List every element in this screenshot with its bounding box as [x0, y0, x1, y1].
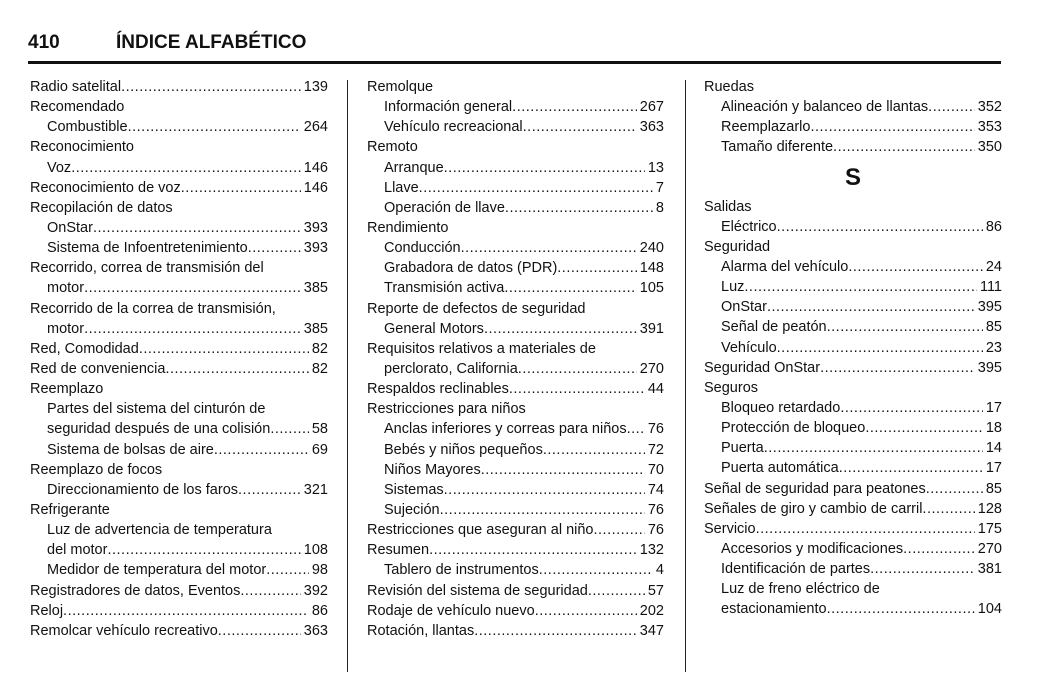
entry-page: 74 [647, 481, 664, 498]
entry-page: 146 [303, 159, 328, 176]
index-subentry [30, 319, 328, 339]
column-divider [347, 80, 348, 672]
entry-page: 381 [977, 561, 1002, 578]
entry-term: Eléctrico [721, 218, 777, 235]
index-subentry [367, 460, 664, 480]
entry-term: Transmisión activa [384, 280, 505, 297]
entry-term: Arranque [384, 159, 444, 176]
index-subentry [704, 418, 1002, 438]
index-subentry [30, 419, 328, 439]
entry-page: 85 [985, 319, 1002, 336]
entry-term: Restricciones para niños [367, 401, 526, 418]
entry-term: Medidor de temperatura del motor [47, 562, 267, 579]
entry-page: 270 [639, 360, 664, 377]
index-entry [367, 77, 664, 97]
index-column-1 [30, 77, 328, 641]
index-subentry [704, 117, 1002, 137]
dot-leader [903, 539, 975, 559]
entry-term: General Motors [384, 320, 484, 337]
entry-page: 111 [979, 279, 1002, 296]
page-title: ÍNDICE ALFABÉTICO [116, 32, 307, 53]
index-subentry [30, 520, 328, 540]
entry-term: Bebés y niños pequeños [384, 441, 543, 458]
entry-term: OnStar [721, 299, 767, 316]
index-column-3 [704, 77, 1002, 620]
entry-page: 18 [985, 420, 1002, 437]
entry-page: 58 [311, 421, 328, 438]
entry-page: 321 [303, 481, 328, 498]
entry-term: Sistema de Infoentretenimiento [47, 240, 248, 257]
index-entry [367, 581, 664, 601]
dot-leader [928, 97, 975, 117]
entry-page: 82 [311, 340, 328, 357]
entry-page: 267 [639, 99, 664, 116]
entry-page: 105 [639, 280, 664, 297]
entry-term: Reconocimiento de voz [30, 179, 181, 196]
entry-page: 86 [985, 218, 1002, 235]
dot-leader [523, 117, 637, 137]
index-subentry [704, 97, 1002, 117]
dot-leader [71, 158, 301, 178]
entry-term: Rotación, llantas [367, 622, 475, 639]
entry-page: 350 [977, 139, 1002, 156]
entry-page: 85 [985, 480, 1002, 497]
page-header [28, 30, 1001, 62]
entry-term: motor [47, 320, 85, 337]
entry-page: 264 [303, 119, 328, 136]
index-subentry [30, 560, 328, 580]
entry-page: 128 [977, 500, 1002, 517]
dot-leader [504, 278, 636, 298]
dot-leader [827, 599, 975, 619]
index-entry [30, 601, 328, 621]
dot-leader [181, 178, 301, 198]
index-subentry [704, 338, 1002, 358]
index-entry [704, 77, 1002, 97]
entry-term: Ruedas [704, 79, 754, 95]
dot-leader [512, 97, 637, 117]
entry-term: Señal de seguridad para peatones [704, 480, 926, 497]
dot-leader [833, 137, 975, 157]
index-entry [704, 237, 1002, 257]
entry-page: 72 [647, 441, 664, 458]
entry-page: 363 [303, 622, 328, 639]
entry-term: motor [47, 280, 85, 297]
section-letter: S [844, 163, 861, 191]
header-rule [28, 61, 1001, 64]
entry-term: seguridad después de una colisión [47, 421, 271, 438]
entry-page: 7 [655, 179, 664, 196]
entry-page: 393 [303, 219, 328, 236]
entry-term: Sistemas [384, 481, 444, 498]
dot-leader [827, 317, 983, 337]
entry-page: 76 [647, 522, 664, 539]
entry-term: Reconocimiento [30, 139, 134, 156]
index-subentry [704, 297, 1002, 317]
index-subentry [704, 217, 1002, 237]
index-subentry [30, 440, 328, 460]
index-entry [30, 178, 328, 198]
entry-page: 385 [303, 280, 328, 297]
dot-leader [444, 158, 645, 178]
dot-leader [440, 500, 645, 520]
entry-term: Red, Comodidad [30, 340, 139, 357]
entry-term: Reporte de defectos de seguridad [367, 300, 586, 317]
entry-page: 17 [985, 460, 1002, 477]
entry-page: 240 [639, 240, 664, 257]
entry-term: Operación de llave [384, 199, 505, 216]
entry-page: 69 [311, 441, 328, 458]
dot-leader [848, 257, 983, 277]
index-subentry [367, 238, 664, 258]
index-subentry [30, 399, 328, 419]
entry-term: Luz [721, 279, 745, 296]
entry-page: 391 [639, 320, 664, 337]
dot-leader [594, 520, 645, 540]
entry-term: Llave [384, 179, 419, 196]
entry-page: 352 [977, 99, 1002, 116]
entry-term: Sistema de bolsas de aire [47, 441, 214, 458]
entry-term: Grabadora de datos (PDR) [384, 260, 558, 277]
entry-term: Puerta [721, 440, 764, 457]
entry-page: 104 [977, 601, 1002, 618]
entry-term: del motor [47, 542, 108, 559]
entry-term: Reemplazarlo [721, 119, 811, 136]
dot-leader [767, 297, 975, 317]
index-subentry [367, 359, 664, 379]
dot-leader [535, 601, 637, 621]
index-entry [367, 399, 664, 419]
index-subentry [367, 419, 664, 439]
entry-term: estacionamiento [721, 601, 827, 618]
index-subentry [367, 480, 664, 500]
dot-leader [474, 621, 637, 641]
dot-leader [419, 178, 653, 198]
entry-page: 175 [977, 520, 1002, 537]
index-entry [30, 500, 328, 520]
entry-page: 347 [639, 622, 664, 639]
entry-term: Sujeción [384, 501, 440, 518]
entry-term: perclorato, California [384, 360, 518, 377]
dot-leader [557, 258, 637, 278]
index-entry [30, 379, 328, 399]
dot-leader [63, 601, 309, 621]
index-entry [367, 520, 664, 540]
entry-term: Luz de freno eléctrico de [721, 581, 880, 598]
entry-term: Luz de advertencia de temperatura [47, 522, 272, 539]
entry-term: Remolque [367, 79, 434, 95]
entry-term: Seguridad [704, 238, 771, 255]
dot-leader [218, 621, 301, 641]
entry-page: 23 [985, 339, 1002, 356]
entry-page: 14 [985, 440, 1002, 457]
entry-page: 70 [647, 461, 664, 478]
index-entry [30, 460, 328, 480]
entry-term: Recorrido de la correa de transmisión, [30, 300, 276, 317]
entry-term: Reloj [30, 602, 64, 619]
entry-page: 4 [655, 562, 664, 579]
entry-term: Radio satelital [30, 79, 122, 95]
entry-term: Seguridad OnStar [704, 359, 821, 376]
entry-page: 82 [311, 360, 328, 377]
dot-leader [627, 419, 645, 439]
dot-leader [429, 540, 637, 560]
index-entry [30, 581, 328, 601]
dot-leader [840, 398, 983, 418]
dot-leader [461, 238, 637, 258]
entry-term: Servicio [704, 520, 756, 537]
dot-leader [139, 339, 309, 359]
index-entry [704, 378, 1002, 398]
entry-term: Información general [384, 99, 513, 116]
entry-page: 24 [985, 258, 1002, 275]
index-entry [704, 479, 1002, 499]
dot-leader [484, 319, 637, 339]
entry-page: 395 [977, 359, 1002, 376]
index-subentry [30, 278, 328, 298]
entry-page: 363 [639, 119, 664, 136]
dot-leader [870, 559, 975, 579]
entry-page: 98 [311, 562, 328, 579]
entry-page: 86 [311, 602, 328, 619]
index-subentry [367, 117, 664, 137]
index-subentry [704, 559, 1002, 579]
index-subentry [367, 198, 664, 218]
index-entry [704, 499, 1002, 519]
dot-leader [820, 358, 975, 378]
dot-leader [518, 359, 637, 379]
dot-leader [509, 379, 645, 399]
entry-term: OnStar [47, 219, 93, 236]
entry-page: 148 [639, 260, 664, 277]
index-entry [30, 299, 328, 319]
index-entry [367, 137, 664, 157]
index-column-2 [367, 77, 664, 641]
index-subentry [704, 579, 1002, 599]
entry-term: Partes del sistema del cinturón de [47, 401, 266, 418]
index-subentry [704, 277, 1002, 297]
entry-page: 57 [647, 582, 664, 599]
index-subentry [367, 319, 664, 339]
entry-page: 76 [647, 501, 664, 518]
index-subentry [30, 238, 328, 258]
index-subentry [30, 218, 328, 238]
index-subentry [704, 599, 1002, 619]
index-subentry [367, 440, 664, 460]
index-entry [30, 198, 328, 218]
entry-term: Identificación de partes [721, 561, 871, 578]
index-entry [30, 621, 328, 641]
entry-term: Red de conveniencia [30, 360, 166, 377]
dot-leader [543, 440, 645, 460]
index-subentry [367, 500, 664, 520]
entry-term: Registradores de datos, Eventos [30, 582, 241, 599]
dot-leader [839, 458, 983, 478]
entry-page: 108 [303, 542, 328, 559]
index-entry [30, 137, 328, 157]
entry-page: 202 [639, 602, 664, 619]
index-entry [30, 258, 328, 278]
dot-leader [865, 418, 983, 438]
index-entry [367, 601, 664, 621]
dot-leader [240, 581, 300, 601]
dot-leader [505, 198, 653, 218]
index-entry [704, 358, 1002, 378]
entry-term: Alineación y balanceo de llantas [721, 99, 929, 116]
page-number: 410 [28, 32, 60, 53]
dot-leader [481, 460, 645, 480]
entry-term: Voz [47, 159, 72, 176]
entry-term: Señal de peatón [721, 319, 827, 336]
entry-term: Anclas inferiores y correas para niños [384, 421, 627, 438]
index-subentry [704, 317, 1002, 337]
index-entry [367, 379, 664, 399]
dot-leader [777, 217, 983, 237]
column-divider [685, 80, 686, 672]
index-entry [704, 519, 1002, 539]
index-entry [367, 299, 664, 319]
entry-term: Respaldos reclinables [367, 381, 509, 398]
entry-term: Combustible [47, 119, 128, 136]
entry-term: Tamaño diferente [721, 139, 834, 156]
index-entry [367, 540, 664, 560]
index-entry [30, 359, 328, 379]
entry-term: Alarma del vehículo [721, 258, 849, 275]
index-subentry [367, 278, 664, 298]
entry-term: Accesorios y modificaciones [721, 540, 904, 557]
entry-page: 139 [303, 79, 328, 95]
dot-leader [777, 338, 983, 358]
dot-leader [444, 480, 645, 500]
dot-leader [128, 117, 301, 137]
dot-leader [810, 117, 974, 137]
entry-term: Requisitos relativos a materiales de [367, 340, 596, 357]
index-subentry [704, 438, 1002, 458]
dot-leader [238, 480, 301, 500]
entry-term: Revisión del sistema de seguridad [367, 582, 588, 599]
dot-leader [248, 238, 301, 258]
entry-term: Remolcar vehículo recreativo [30, 622, 218, 639]
dot-leader [214, 440, 309, 460]
dot-leader [764, 438, 983, 458]
entry-term: Conducción [384, 240, 461, 257]
dot-leader [84, 278, 301, 298]
entry-page: 8 [655, 199, 664, 216]
index-subentry [30, 540, 328, 560]
dot-leader [93, 218, 301, 238]
entry-term: Recomendado [30, 99, 125, 116]
entry-page: 395 [977, 299, 1002, 316]
index-subentry [367, 97, 664, 117]
entry-term: Señales de giro y cambio de carril [704, 500, 923, 517]
dot-leader [165, 359, 308, 379]
entry-term: Rendimiento [367, 219, 449, 236]
entry-term: Reemplazo [30, 381, 104, 398]
index-entry [367, 621, 664, 641]
index-subentry [30, 480, 328, 500]
dot-leader [107, 540, 300, 560]
index-subentry [367, 178, 664, 198]
entry-term: Restricciones que aseguran al niño [367, 522, 594, 539]
entry-term: Protección de bloqueo [721, 420, 866, 437]
index-subentry [704, 539, 1002, 559]
index-subentry [704, 398, 1002, 418]
entry-page: 44 [647, 381, 664, 398]
dot-leader [744, 277, 977, 297]
entry-term: Salidas [704, 198, 752, 215]
index-subentry [367, 158, 664, 178]
entry-term: Recorrido, correa de transmisión del [30, 260, 264, 277]
index-subentry [704, 257, 1002, 277]
index-subentry [30, 158, 328, 178]
entry-term: Bloqueo retardado [721, 399, 841, 416]
index-entry [30, 97, 328, 117]
entry-page: 146 [303, 179, 328, 196]
index-subentry [704, 458, 1002, 478]
entry-term: Recopilación de datos [30, 199, 173, 216]
entry-page: 393 [303, 240, 328, 257]
dot-leader [922, 499, 974, 519]
index-subentry [704, 137, 1002, 157]
entry-page: 270 [977, 540, 1002, 557]
entry-page: 17 [985, 399, 1002, 416]
dot-leader [84, 319, 301, 339]
entry-page: 132 [639, 542, 664, 559]
entry-page: 13 [647, 159, 664, 176]
entry-term: Reemplazo de focos [30, 461, 163, 478]
index-subentry [367, 560, 664, 580]
entry-page: 76 [647, 421, 664, 438]
dot-leader [756, 519, 975, 539]
dot-leader [270, 419, 309, 439]
dot-leader [539, 560, 653, 580]
entry-term: Vehículo [721, 339, 777, 356]
entry-page: 353 [977, 119, 1002, 136]
index-entry [704, 197, 1002, 217]
index-entry [30, 77, 328, 97]
index-entry [367, 218, 664, 238]
entry-term: Resumen [367, 542, 430, 559]
entry-term: Seguros [704, 379, 759, 396]
entry-term: Puerta automática [721, 460, 839, 477]
entry-term: Rodaje de vehículo nuevo [367, 602, 535, 619]
entry-term: Direccionamiento de los faros [47, 481, 239, 498]
entry-term: Remoto [367, 139, 418, 156]
entry-page: 385 [303, 320, 328, 337]
dot-leader [926, 479, 983, 499]
index-entry [367, 339, 664, 359]
entry-term: Niños Mayores [384, 461, 481, 478]
index-subentry [367, 258, 664, 278]
index-entry [30, 339, 328, 359]
entry-term: Refrigerante [30, 501, 110, 518]
dot-leader [266, 560, 309, 580]
dot-leader [121, 77, 301, 97]
entry-page: 392 [303, 582, 328, 599]
entry-term: Vehículo recreacional [384, 119, 523, 136]
dot-leader [588, 581, 645, 601]
index-subentry [30, 117, 328, 137]
entry-term: Tablero de instrumentos [384, 562, 539, 579]
